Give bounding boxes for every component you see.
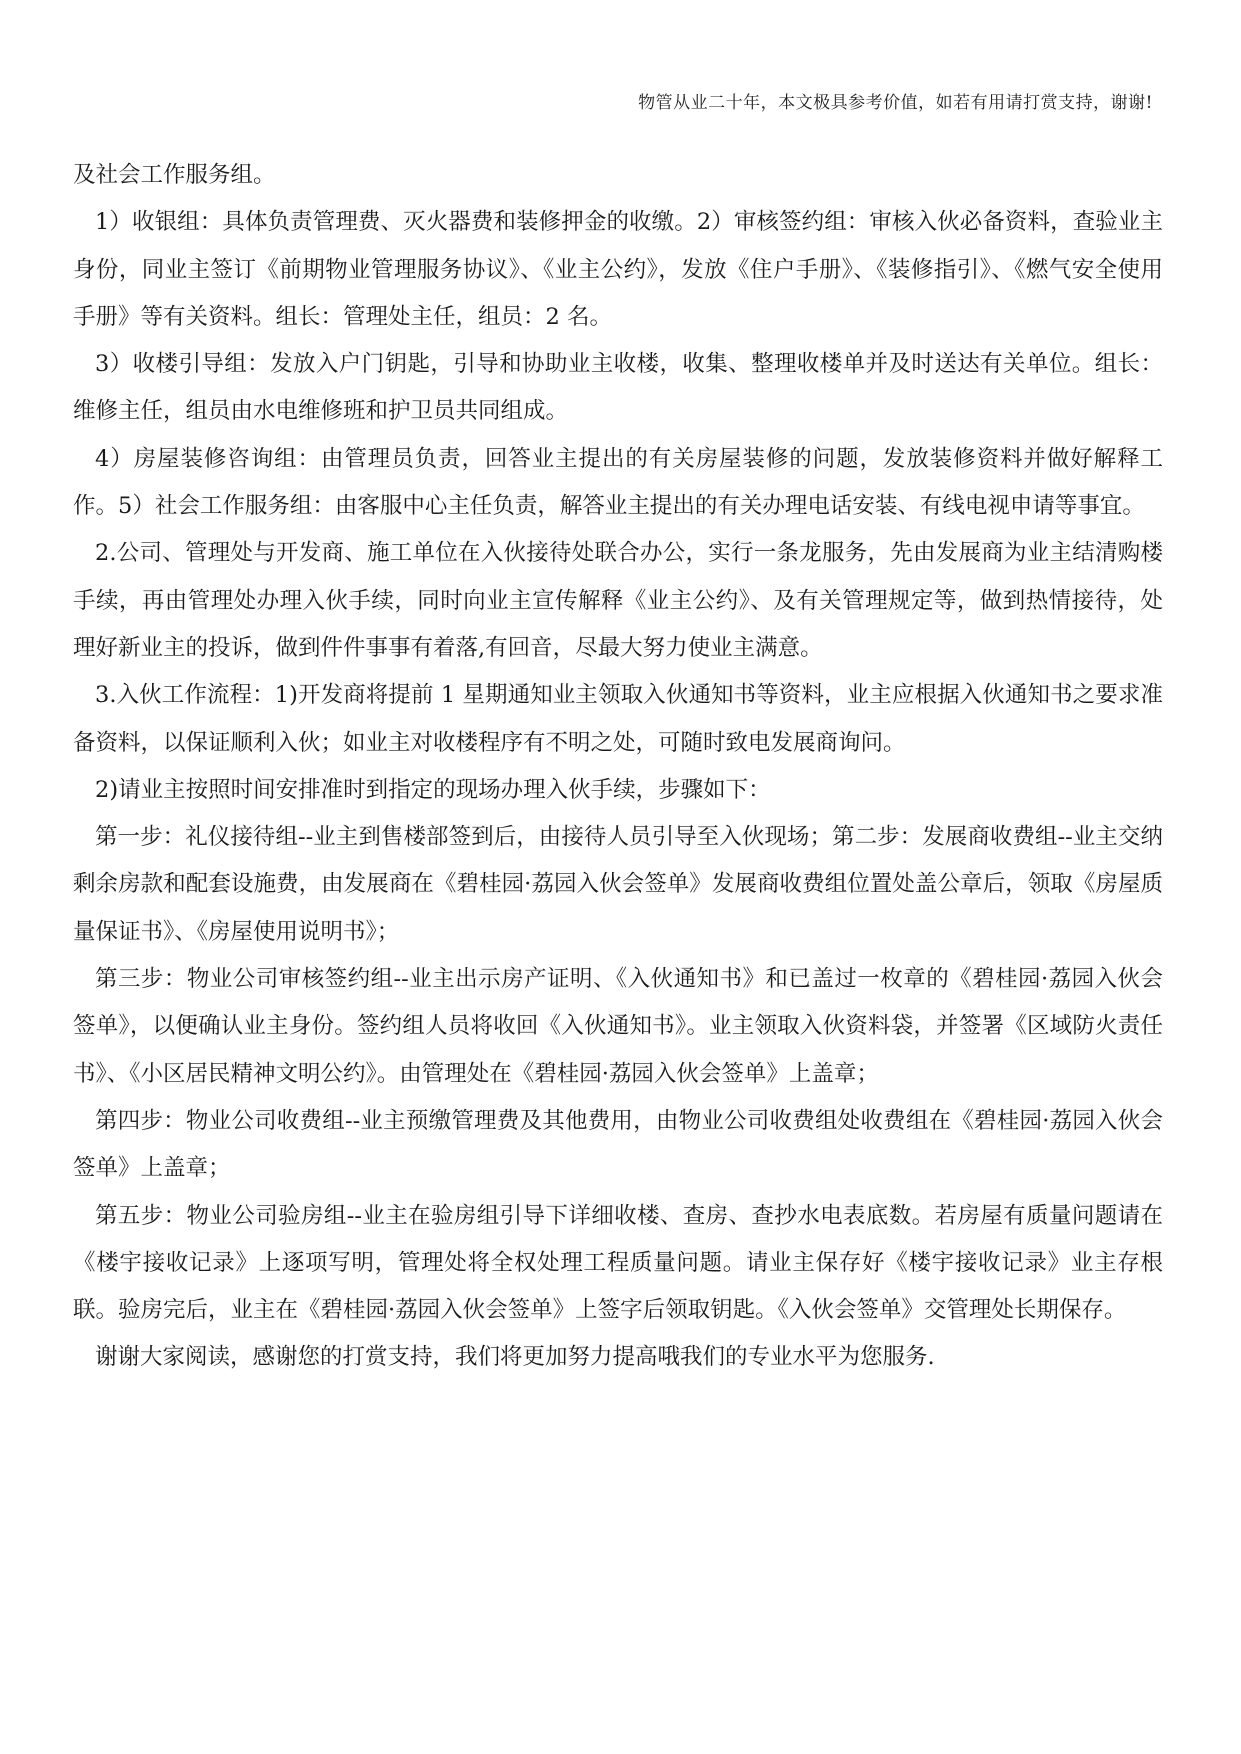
header-note: 物管从业二十年，本文极具参考价值，如若有用请打赏支持，谢谢! bbox=[638, 93, 1153, 113]
paragraph: 2)请业主按照时间安排准时到指定的现场办理入伙手续，步骤如下： bbox=[95, 776, 771, 803]
paragraph: 谢谢大家阅读，感谢您的打赏支持，我们将更加努力提高哦我们的专业水平为您服务. bbox=[95, 1344, 935, 1371]
paragraph: 第一步：礼仪接待组--业主到售楼部签到后，由接待人员引导至入伙现场；第二步：发展商收费组--业主交纳剩余房款和配套设施费，由发展商在《碧桂园·荔园入伙会签单》发展商收费组位置处盖公章后，领取《房屋质量保证书》、《房屋使用说明书》； bbox=[73, 824, 1163, 945]
paragraph: 及社会工作服务组。 bbox=[73, 162, 276, 188]
paragraph: 第五步：物业公司验房组--业主在验房组引导下详细收楼、查房、查抄水电表底数。若房屋有质量问题请在《楼宇接收记录》上逐项写明，管理处将全权处理工程质量问题。请业主保存好《楼宇接收记录》业主存根联。验房完后，业主在《碧桂园·荔园入伙会签单》上签字后领取钥匙。《入伙会签单》交管理处长期保存。 bbox=[73, 1202, 1163, 1324]
paragraph: 第三步：物业公司审核签约组--业主出示房产证明、《入伙通知书》和已盖过一枚章的《碧桂园·荔园入伙会签单》，以便确认业主身份。签约组人员将收回《入伙通知书》。业主领取入伙资料袋，并签署《区域防火责任书》、《小区居民精神文明公约》。由管理处在《碧桂园·荔园入伙会签单》上盖章； bbox=[73, 966, 1163, 1087]
paragraph: 3）收楼引导组：发放入户门钥匙，引导和协助业主收楼，收集、整理收楼单并及时送达有关单位。组长：维修主任，组员由水电维修班和护卫员共同组成。 bbox=[73, 351, 1163, 425]
paragraph: 2.公司、管理处与开发商、施工单位在入伙接待处联合办公，实行一条龙服务，先由发展商为业主结清购楼手续，再由管理处办理入伙手续，同时向业主宣传解释《业主公约》、及有关管理规定等，做到热情接待，处理好新业主的投诉，做到件件事事有着落,有回音，尽最大努力使业主满意。 bbox=[73, 540, 1163, 661]
document-body bbox=[73, 152, 1163, 1382]
paragraph: 4）房屋装修咨询组：由管理员负责，回答业主提出的有关房屋装修的问题，发放装修资料并做好解释工作。5）社会工作服务组：由客服中心主任负责，解答业主提出的有关办理电话安装、有线电视申请等事宜。 bbox=[73, 445, 1163, 520]
paragraph: 3.入伙工作流程：1)开发商将提前 1 星期通知业主领取入伙通知书等资料，业主应根据入伙通知书之要求准备资料，以保证顺利入伙；如业主对收楼程序有不明之处，可随时致电发展商询问。 bbox=[73, 682, 1163, 756]
paragraph: 1）收银组：具体负责管理费、灭火器费和装修押金的收缴。2）审核签约组：审核入伙必备资料，查验业主身份，同业主签订《前期物业管理服务协议》、《业主公约》，发放《住户手册》、《装修指引》、《燃气安全使用手册》等有关资料。组长：管理处主任，组员：2 名。 bbox=[73, 209, 1163, 330]
paragraph: 第四步：物业公司收费组--业主预缴管理费及其他费用，由物业公司收费组处收费组在《碧桂园·荔园入伙会签单》上盖章； bbox=[73, 1107, 1163, 1182]
